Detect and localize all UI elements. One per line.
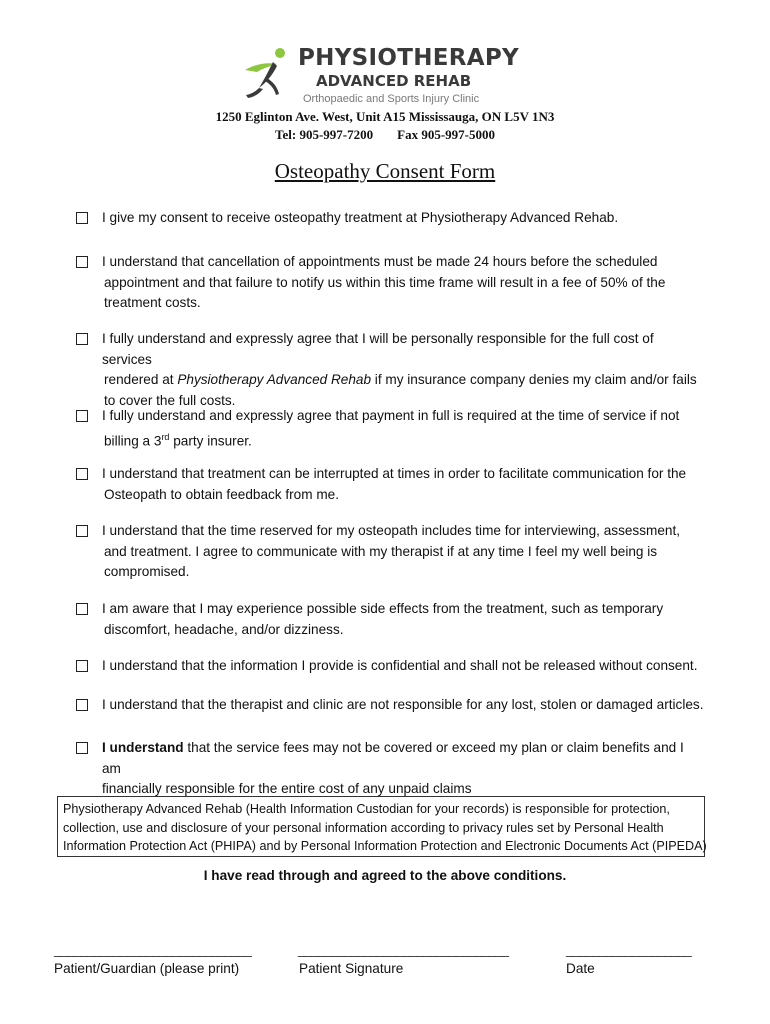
consent-text: I understand that the therapist and clinic are not responsible for any lost, stolen or damaged articles. <box>102 697 704 712</box>
consent-checkbox[interactable] <box>76 660 88 672</box>
page-title: Osteopathy Consent Form <box>274 159 496 183</box>
consent-item <box>76 656 706 677</box>
consent-text: I fully understand and expressly agree that I will be personally responsible for the full cost of services <box>102 331 654 367</box>
clinic-phone: Tel: 905-997-7200 <box>275 127 374 142</box>
consent-item <box>76 252 706 314</box>
privacy-notice <box>57 796 705 857</box>
clinic-contact <box>0 127 770 143</box>
notice-line: Physiotherapy Advanced Rehab (Health Information Custodian for your records) is responsible for protection, <box>63 802 670 816</box>
consent-text: discomfort, headache, and/or dizziness. <box>104 621 344 637</box>
consent-text: I understand that the time reserved for my osteopath includes time for interviewing, assessment, <box>102 523 681 538</box>
clinic-fax: Fax 905-997-5000 <box>397 127 495 142</box>
consent-item <box>76 695 706 716</box>
consent-item <box>76 329 706 411</box>
consent-checkbox[interactable] <box>76 468 88 480</box>
agreement-statement: I have read through and agreed to the above conditions. <box>203 868 567 883</box>
consent-checkbox[interactable] <box>76 212 88 224</box>
consent-text: I understand that treatment can be interrupted at times in order to facilitate communication for the <box>102 466 687 481</box>
consent-text: financially responsible for the entire cost of any unpaid claims <box>102 781 472 796</box>
consent-text: treatment costs. <box>104 295 201 310</box>
notice-line: collection, use and disclosure of your personal information according to privacy rules set by Personal Health <box>63 820 664 835</box>
consent-text: and treatment. I agree to communicate with my therapist if at any time I feel my well being is <box>104 543 658 559</box>
consent-text: I understand that the information I provide is confidential and shall not be released without consent. <box>102 658 698 673</box>
date-label: Date <box>566 961 595 976</box>
running-figure-icon <box>243 44 291 100</box>
consent-text: to cover the full costs. <box>104 392 236 408</box>
consent-checkbox[interactable] <box>76 742 88 754</box>
consent-text: appointment and that failure to notify us within this time frame will result in a fee of 50% of the <box>104 274 666 290</box>
patient-name-label: Patient/Guardian (please print) <box>54 961 240 976</box>
consent-checkbox[interactable] <box>76 256 88 268</box>
logo-subtitle: ADVANCED REHAB <box>316 72 472 90</box>
consent-text: I understand that the service fees may not be covered or exceed my plan or claim benefits and I am <box>102 740 684 776</box>
patient-name-line[interactable]: ______________________________ <box>54 942 251 957</box>
consent-text: I fully understand and expressly agree that payment in full is required at the time of service if not <box>102 408 680 423</box>
consent-checkbox[interactable] <box>76 699 88 711</box>
consent-item <box>76 208 706 229</box>
consent-text: I understand that cancellation of appointments must be made 24 hours before the scheduled <box>102 254 658 269</box>
consent-item <box>76 464 706 505</box>
consent-text: compromised. <box>104 564 190 579</box>
consent-text: I give my consent to receive osteopathy treatment at Physiotherapy Advanced Rehab. <box>102 210 619 225</box>
consent-text: billing a 3rd party insurer. <box>104 431 252 449</box>
consent-checkbox[interactable] <box>76 410 88 422</box>
notice-line: Information Protection Act (PHIPA) and by Personal Information Protection and Electronic Documents Act (PIPEDA) <box>63 839 707 853</box>
consent-text: rendered at Physiotherapy Advanced Rehab if my insurance company denies my claim and/or fails <box>104 372 697 387</box>
consent-item <box>76 521 706 583</box>
consent-item <box>76 599 706 640</box>
consent-checkbox[interactable] <box>76 603 88 615</box>
logo-title: PHYSIOTHERAPY <box>298 45 520 71</box>
consent-item <box>76 406 706 452</box>
signature-line[interactable]: ________________________________ <box>298 942 508 957</box>
consent-text: Osteopath to obtain feedback from me. <box>104 486 340 502</box>
consent-item <box>76 738 706 800</box>
logo-tagline: Orthopaedic and Sports Injury Clinic <box>303 93 480 105</box>
date-line[interactable]: ___________________ <box>566 942 691 957</box>
consent-checkbox[interactable] <box>76 525 88 537</box>
signature-label: Patient Signature <box>299 961 404 976</box>
consent-text: I am aware that I may experience possible side effects from the treatment, such as temporary <box>102 601 664 616</box>
consent-checkbox[interactable] <box>76 333 88 345</box>
clinic-address: 1250 Eglinton Ave. West, Unit A15 Mississauga, ON L5V 1N3 <box>215 109 555 124</box>
